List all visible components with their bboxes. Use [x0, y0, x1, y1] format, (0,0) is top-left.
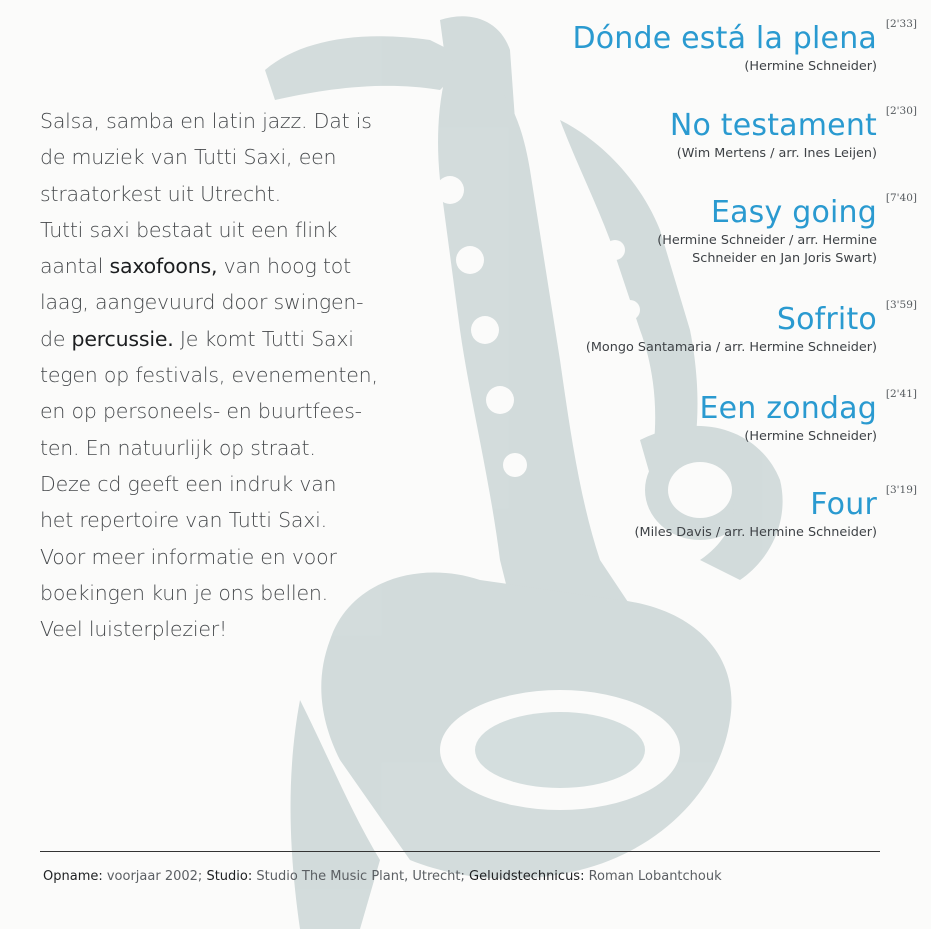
- track-5: [699, 388, 917, 446]
- intro-line: boekingen kun je ons bellen.: [40, 580, 328, 605]
- recording-credits: [43, 869, 722, 884]
- track-credit: (Hermine Schneider / arr. Hermine: [657, 233, 877, 248]
- intro-line: Deze cd geeft een indruk van: [40, 471, 337, 496]
- intro-line: Veel luisterplezier!: [40, 617, 228, 642]
- track-duration: [3'19]: [885, 484, 917, 496]
- studio-value: Studio The Music Plant, Utrecht;: [252, 869, 470, 884]
- track-4: [585, 299, 917, 357]
- track-credit: (Hermine Schneider): [744, 59, 877, 74]
- track-duration: [7'40]: [885, 192, 917, 204]
- track-duration: [3'59]: [885, 299, 917, 311]
- intro-line: de muziek van Tutti Saxi, een: [40, 145, 337, 170]
- track-duration: [2'41]: [885, 388, 917, 400]
- intro-text: [40, 103, 440, 647]
- track-2: [669, 105, 917, 163]
- opname-value: voorjaar 2002;: [102, 869, 207, 884]
- track-title: Dónde está la plena: [572, 21, 877, 56]
- track-duration: [2'30]: [885, 105, 917, 117]
- intro-text-part: aantal: [40, 254, 110, 279]
- intro-line: Salsa, samba en latin jazz. Dat is: [40, 109, 372, 133]
- intro-line: het repertoire van Tutti Saxi.: [40, 508, 327, 533]
- technician-value: Roman Lobantchouk: [584, 869, 722, 884]
- technician-label: Geluidstechnicus:: [469, 869, 585, 884]
- highlight-saxofoons: saxofoons,: [109, 254, 218, 279]
- track-credit: (Mongo Santamaria / arr. Hermine Schneider): [585, 340, 877, 355]
- intro-line: tegen op festivals, evenementen,: [40, 363, 378, 388]
- track-title: Easy going: [710, 195, 877, 230]
- opname-label: Opname:: [43, 869, 103, 884]
- intro-text-part: Je komt Tutti Saxi: [173, 326, 354, 351]
- intro-text-part: de: [40, 326, 72, 351]
- track-credit: Schneider en Jan Joris Swart): [692, 251, 877, 266]
- track-title: Sofrito: [776, 302, 877, 337]
- track-credit: (Miles Davis / arr. Hermine Schneider): [634, 525, 877, 540]
- intro-line: en op personeels- en buurtfees-: [40, 399, 362, 424]
- track-3: [657, 192, 917, 268]
- intro-line: [40, 248, 440, 284]
- track-title: Four: [810, 487, 877, 522]
- track-credit: (Wim Mertens / arr. Ines Leijen): [676, 146, 877, 161]
- highlight-percussie: percussie.: [71, 326, 174, 351]
- intro-line: Tutti saxi bestaat uit een flink: [40, 217, 338, 242]
- track-title: No testament: [669, 108, 877, 143]
- footer-divider: [40, 851, 880, 852]
- track-1: [572, 18, 917, 76]
- intro-text-part: van hoog tot: [217, 254, 351, 279]
- intro-line: [40, 321, 440, 357]
- track-6: [634, 484, 917, 542]
- intro-line: Voor meer informatie en voor: [40, 544, 337, 569]
- track-title: Een zondag: [699, 391, 877, 426]
- intro-line: laag, aangevuurd door swingen-: [40, 290, 364, 315]
- track-duration: [2'33]: [885, 18, 917, 30]
- track-credit: (Hermine Schneider): [744, 429, 877, 444]
- intro-line: straatorkest uit Utrecht.: [40, 181, 281, 206]
- intro-line: ten. En natuurlijk op straat.: [40, 435, 316, 460]
- studio-label: Studio:: [206, 869, 253, 884]
